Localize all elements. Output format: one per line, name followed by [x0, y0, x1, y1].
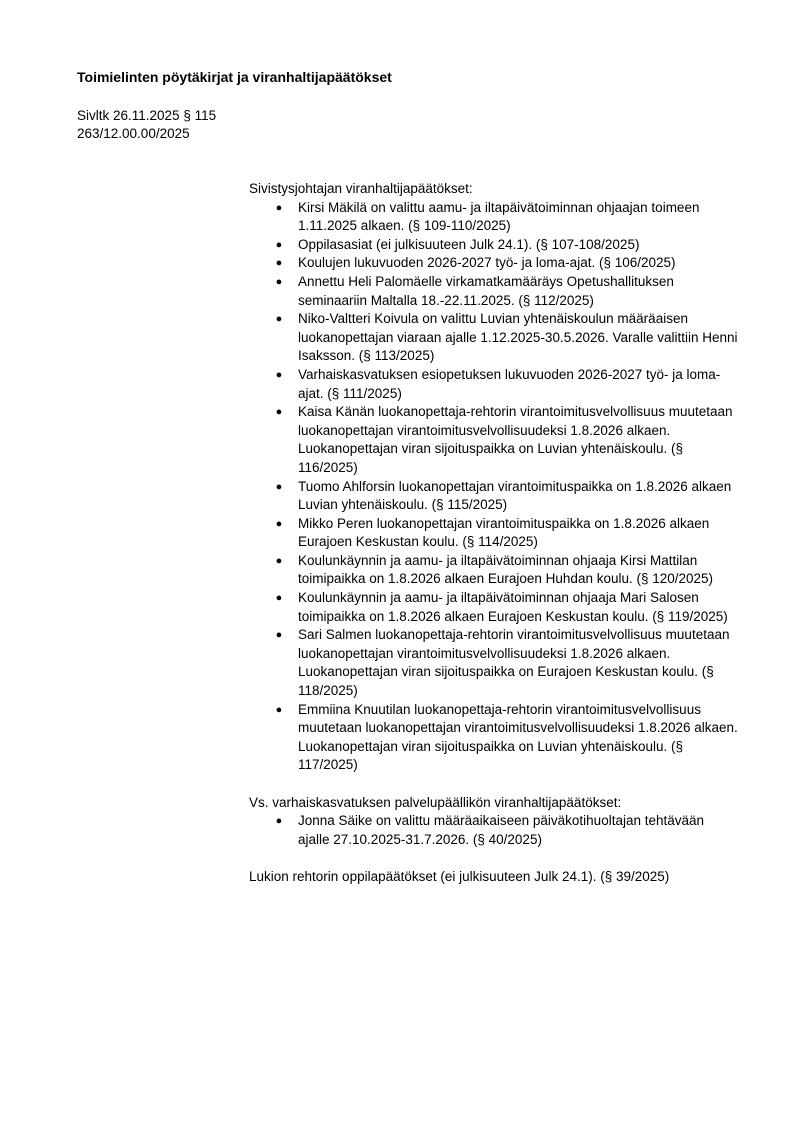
list-item-text: Kaisa Känän luokanopettaja-rehtorin virantoimitusvelvollisuus muutetaan luokanopettajan virantoimitusvelvollisuudeksi 1.8.2026 alkaen. Luokanopettajan viran sijoituspaikka on Luvian yhtenäiskoulu. (§ 116/2025) [298, 404, 733, 475]
section-spacer [249, 775, 739, 794]
list-item [249, 552, 739, 589]
bullet-icon: ● [275, 238, 283, 251]
early-education-decisions-heading: Vs. varhaiskasvatuksen palvelupäällikön viranhaltijapäätökset: [249, 794, 622, 810]
decisions-content [249, 180, 739, 887]
list-item [249, 478, 739, 515]
list-item [249, 273, 739, 310]
list-item [249, 812, 739, 849]
bullet-icon: ● [275, 629, 283, 642]
list-item [249, 254, 739, 273]
list-item [249, 236, 739, 255]
list-item-text: Niko-Valtteri Koivula on valittu Luvian yhtenäiskoulun määräaisen luokanopettajan viaraan ajalle 1.12.2025-30.5.2026. Varalle valittiin Henni Isaksson. (§ 113/2025) [298, 311, 738, 364]
list-item [249, 589, 739, 626]
list-item-text: Koulunkäynnin ja aamu- ja iltapäivätoiminnan ohjaaja Kirsi Mattilan toimipaikka on 1.8.2026 alkaen Eurajoen Huhdan koulu. (§ 120/2025) [298, 552, 714, 587]
list-item-text: Annettu Heli Palomäelle virkamatkamääräys Opetushallituksen seminaariin Maltalla 18.-22.11.2025. (§ 112/2025) [298, 273, 674, 308]
file-reference: 263/12.00.00/2025 [77, 126, 190, 141]
list-item-text: Tuomo Ahlforsin luokanopettajan virantoimituspaikka on 1.8.2026 alkaen Luvian yhtenäiskoulu. (§ 115/2025) [298, 478, 732, 513]
director-decisions-heading: Sivistysjohtajan viranhaltijapäätökset: [249, 181, 473, 196]
document-meta [77, 107, 216, 143]
list-item-text: Koulunkäynnin ja aamu- ja iltapäivätoiminnan ohjaaja Mari Salosen toimipaikka on 1.8.2026 alkaen Eurajoen Keskustan koulu. (§ 119/2025) [298, 590, 728, 624]
list-item [249, 403, 739, 477]
bullet-icon: ● [275, 480, 283, 493]
director-decisions-list [249, 199, 739, 775]
bullet-icon: ● [275, 815, 283, 828]
list-item-text: Emmiina Knuutilan luokanopettaja-rehtorin virantoimitusvelvollisuus muutetaan luokanopettajan virantoimitusvelvollisuudeksi 1.8.2026 alkaen. Luokanopettajan viran sijoituspaikka on Luvian yhtenäiskoulu. (§ 117/2025) [298, 701, 738, 773]
bullet-icon: ● [275, 592, 283, 605]
bullet-icon: ● [275, 406, 283, 419]
list-item [249, 366, 739, 403]
list-item [249, 626, 739, 700]
list-item-text: Mikko Peren luokanopettajan virantoimituspaikka on 1.8.2026 alkaen Eurajoen Keskustan koulu. (§ 114/2025) [298, 515, 710, 550]
bullet-icon: ● [275, 257, 283, 270]
list-item-text: Jonna Säike on valittu määräaikaiseen päiväkotihuoltajan tehtävään ajalle 27.10.2025-31.7.2026. (§ 40/2025) [298, 813, 705, 847]
bullet-icon: ● [275, 275, 283, 288]
list-item [249, 701, 739, 775]
list-item-text: Varhaiskasvatuksen esiopetuksen lukuvuoden 2026-2027 työ- ja loma-ajat. (§ 111/2025) [298, 366, 721, 401]
list-item [249, 515, 739, 552]
list-item [249, 310, 739, 366]
list-item-text: Oppilasasiat (ei julkisuuteen Julk 24.1). (§ 107-108/2025) [298, 236, 640, 252]
bullet-icon: ● [275, 517, 283, 530]
bullet-icon: ● [275, 554, 283, 567]
lukio-decisions-text: Lukion rehtorin oppilapäätökset (ei julkisuuteen Julk 24.1). (§ 39/2025) [249, 868, 670, 884]
bullet-icon: ● [275, 368, 283, 381]
bullet-icon: ● [275, 703, 283, 716]
early-education-decisions-list [249, 812, 739, 849]
list-item-text: Sari Salmen luokanopettaja-rehtorin virantoimitusvelvollisuus muutetaan luokanopettajan virantoimitusvelvollisuudeksi 1.8.2026 alkaen. Luokanopettajan viran sijoituspaikka on Eurajoen Keskustan koulu. (§ 118/2025) [298, 627, 730, 699]
list-item-text: Kirsi Mäkilä on valittu aamu- ja iltapäivätoiminnan ohjaajan toimeen 1.11.2025 alkaen. (§ 109-110/2025) [298, 199, 700, 234]
document-title: Toimielinten pöytäkirjat ja viranhaltijapäätökset [77, 69, 392, 85]
list-item [249, 199, 739, 236]
section-spacer [249, 849, 739, 868]
bullet-icon: ● [275, 313, 283, 326]
list-item-text: Koulujen lukuvuoden 2026-2027 työ- ja loma-ajat. (§ 106/2025) [298, 255, 676, 271]
meeting-reference: Sivltk 26.11.2025 § 115 [77, 108, 217, 123]
bullet-icon: ● [275, 201, 283, 214]
